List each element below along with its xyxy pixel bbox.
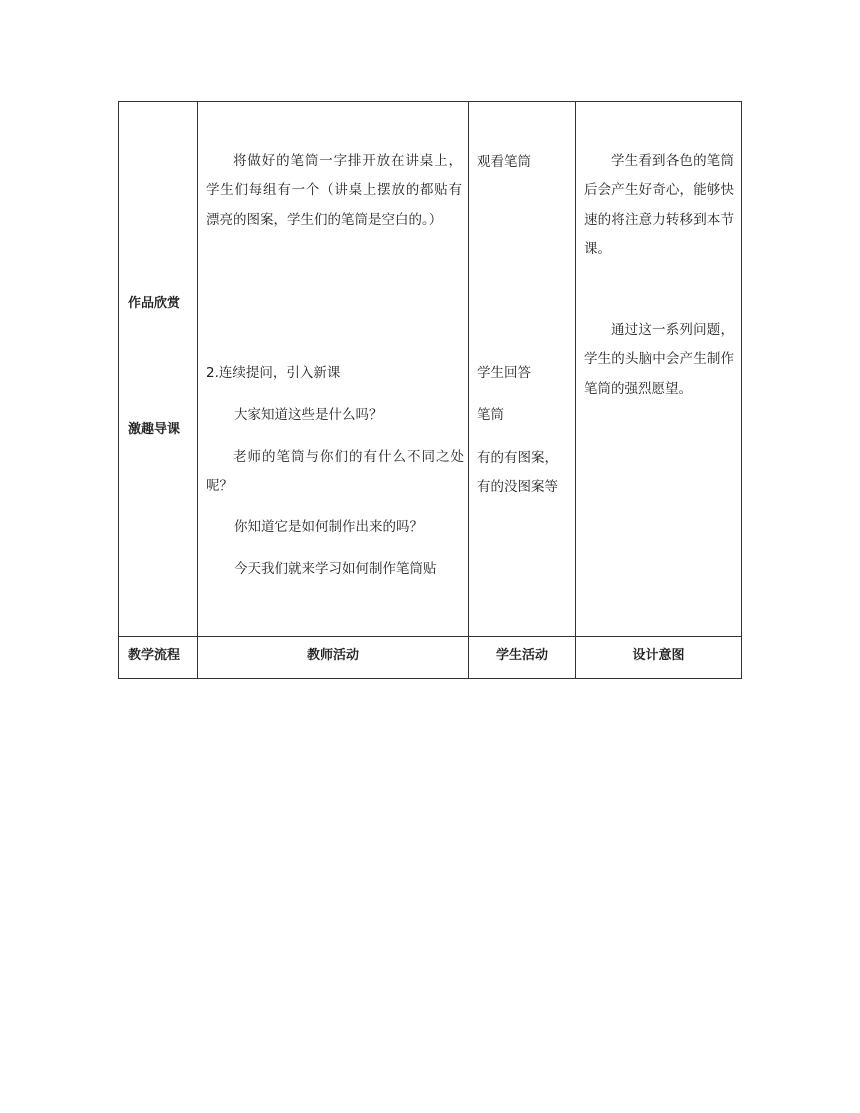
header-process: 教学流程 (128, 648, 181, 663)
student-answer-2-line1: 有的有图案， (477, 450, 558, 466)
column-divider (468, 102, 469, 678)
row-label-intro: 激趣导课 (128, 422, 181, 437)
student-answer: 学生回答 (477, 365, 531, 381)
student-answer-1: 笔筒 (477, 407, 504, 423)
teacher-question-2: 老师的笔筒与你们的有什么不同之处呢？ (206, 449, 464, 495)
intent-paragraph-2: 通过这一系列问题，学生的头脑中会产生制作笔筒的强烈愿望。 (584, 322, 734, 397)
header-student-activity: 学生活动 (495, 648, 548, 663)
student-watch: 观看笔筒 (477, 154, 531, 170)
row-divider (119, 636, 741, 637)
column-divider (197, 102, 198, 678)
teacher-intro-paragraph: 将做好的笔筒一字排开放在讲桌上，学生们每组有一个（讲桌上摆放的都贴有漂亮的图案，学生们的笔筒是空白的。） (206, 153, 462, 228)
teacher-question-1: 大家知道这些是什么吗？ (234, 407, 383, 423)
lesson-plan-table (118, 101, 742, 679)
student-answer-2-line2: 有的没图案等 (477, 479, 558, 495)
teacher-step-heading: 2.连续提问，引入新课 (206, 365, 341, 381)
teacher-closing: 今天我们就来学习如何制作笔筒贴 (234, 561, 437, 577)
column-divider (575, 102, 576, 678)
intent-paragraph-1: 学生看到各色的笔筒后会产生好奇心，能够快速的将注意力转移到本节课。 (584, 153, 734, 257)
header-design-intent: 设计意图 (632, 648, 685, 663)
row-label-works: 作品欣赏 (128, 296, 181, 311)
header-teacher-activity: 教师活动 (306, 648, 359, 663)
teacher-question-3: 你知道它是如何制作出来的吗？ (234, 519, 423, 535)
